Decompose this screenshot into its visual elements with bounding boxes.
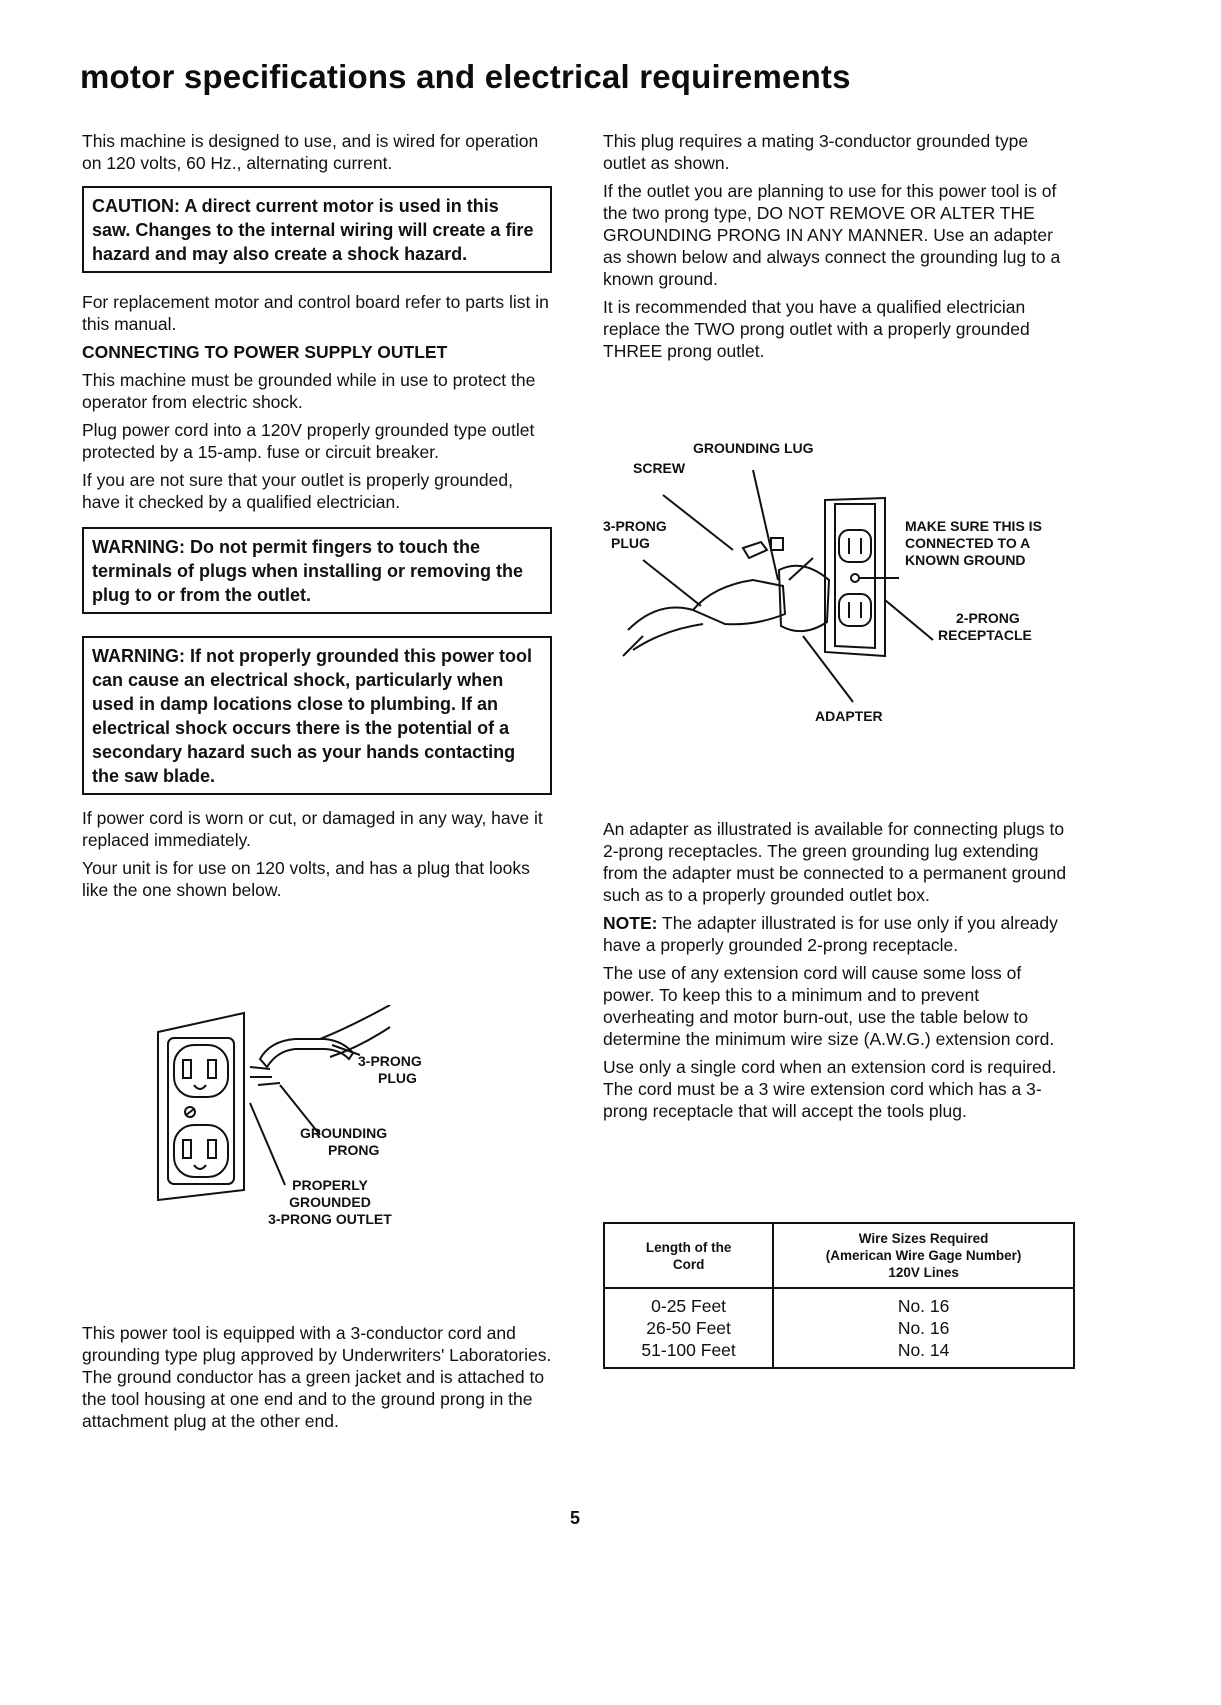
caution-box: CAUTION: A direct current motor is used in this saw. Changes to the internal wiring will create a fire hazard and may also create a shock hazard.: [82, 186, 552, 273]
two-prong-paragraph: If the outlet you are planning to use for this power tool is of the two prong type, DO NOT REMOVE OR ALTER THE GROUNDING PRONG IN ANY MANNER. Use an adapter as shown below and always connect the grounding lug to a known ground.: [603, 181, 1061, 289]
grounding-prong-label: GROUNDING PRONG: [300, 1125, 388, 1158]
length-cell: 0-25 Feet: [604, 1288, 773, 1317]
single-cord-paragraph: Use only a single cord when an extension cord is required. The cord must be a 3 wire extension cord which has a 3-prong receptacle that will accept the tools plug.: [603, 1057, 1057, 1121]
warning-box-terminals: WARNING: Do not permit fingers to touch the terminals of plugs when installing or removing the plug to or from the outlet.: [82, 527, 552, 614]
adapter-paragraph: An adapter as illustrated is available for connecting plugs to 2-prong receptacles. The green grounding lug extending from the adapter must be connected to a permanent ground such as to a properly grounded outlet box.: [603, 819, 1067, 905]
screw-label: SCREW: [633, 460, 686, 476]
section-heading: CONNECTING TO POWER SUPPLY OUTLET: [82, 342, 448, 362]
length-cell: 26-50 Feet: [604, 1317, 773, 1339]
adapter-label: ADAPTER: [815, 708, 883, 724]
cord-damage-paragraph: If power cord is worn or cut, or damaged in any way, have it replaced immediately.: [82, 808, 543, 850]
grounding-lug-label: GROUNDING LUG: [693, 440, 814, 456]
table-row: [604, 1339, 1074, 1368]
receptacle-label: 2-PRONG RECEPTACLE: [938, 610, 1032, 643]
grounding-paragraph: This machine must be grounded while in use to protect the operator from electric shock.: [82, 370, 536, 412]
wire-size-table: [603, 1222, 1075, 1369]
table-row: [604, 1317, 1074, 1339]
extension-cord-paragraph: The use of any extension cord will cause some loss of power. To keep this to a minimum and to prevent overheating and motor burn-out, use the table below to determine the minimum wire size (A.W.G.) extension cord.: [603, 963, 1055, 1049]
warning-box-grounding: WARNING: If not properly grounded this power tool can cause an electrical shock, particularly when used in damp locations close to plumbing. If an electrical shock occurs there is the potential of a secondary hazard such as your hands contacting the saw blade.: [82, 636, 552, 795]
electrician-paragraph: If you are not sure that your outlet is properly grounded, have it checked by a qualified electrician.: [82, 470, 513, 512]
page-number: 5: [570, 1508, 581, 1528]
right-column-bottom: [603, 818, 1075, 1128]
note-paragraph: [603, 912, 1075, 956]
unit-paragraph: Your unit is for use on 120 volts, and has a plug that looks like the one shown below.: [82, 858, 530, 900]
plug-label: 3-PRONG PLUG: [358, 1053, 422, 1086]
length-cell: 51-100 Feet: [604, 1339, 773, 1368]
recommendation-paragraph: It is recommended that you have a qualified electrician replace the TWO prong outlet with a properly grounded THREE prong outlet.: [603, 297, 1030, 361]
left-column: [82, 130, 552, 907]
size-cell: No. 16: [773, 1288, 1074, 1317]
wire-size-header: Wire Sizes Required (American Wire Gage Number) 120V Lines: [773, 1223, 1074, 1288]
right-column-top: [603, 130, 1075, 368]
table-header-row: [604, 1223, 1074, 1288]
plug-paragraph: Plug power cord into a 120V properly grounded type outlet protected by a 15-amp. fuse or circuit breaker.: [82, 420, 535, 462]
page-title: motor specifications and electrical requirements: [80, 58, 851, 95]
length-header: Length of the Cord: [604, 1223, 773, 1288]
mating-outlet-paragraph: This plug requires a mating 3-conductor grounded type outlet as shown.: [603, 131, 1029, 173]
adapter-diagram: [603, 440, 1075, 730]
adapter-illustration: [603, 440, 1075, 730]
size-cell: No. 14: [773, 1339, 1074, 1368]
adapter-plug-label: 3-PRONG PLUG: [603, 518, 667, 551]
note-label: NOTE:: [603, 913, 658, 933]
outlet-label: PROPERLY GROUNDED 3-PRONG OUTLET: [268, 1177, 392, 1227]
cord-description-paragraph: This power tool is equipped with a 3-conductor cord and grounding type plug approved by Underwriters' Laboratories. The ground conductor has a green jacket and is attached to the tool housing at one end and to the ground prong in the attachment plug at the other end.: [82, 1323, 552, 1431]
known-ground-label: MAKE SURE THIS IS CONNECTED TO A KNOWN GROUND: [905, 518, 1042, 568]
size-cell: No. 16: [773, 1317, 1074, 1339]
three-prong-outlet-diagram: [150, 1005, 450, 1225]
note-text: The adapter illustrated is for use only if you already have a properly grounded 2-prong receptacle.: [603, 913, 1058, 955]
intro-paragraph: This machine is designed to use, and is wired for operation on 120 volts, 60 Hz., alternating current.: [82, 131, 539, 173]
replacement-paragraph: For replacement motor and control board refer to parts list in this manual.: [82, 292, 549, 334]
table-row: [604, 1288, 1074, 1317]
